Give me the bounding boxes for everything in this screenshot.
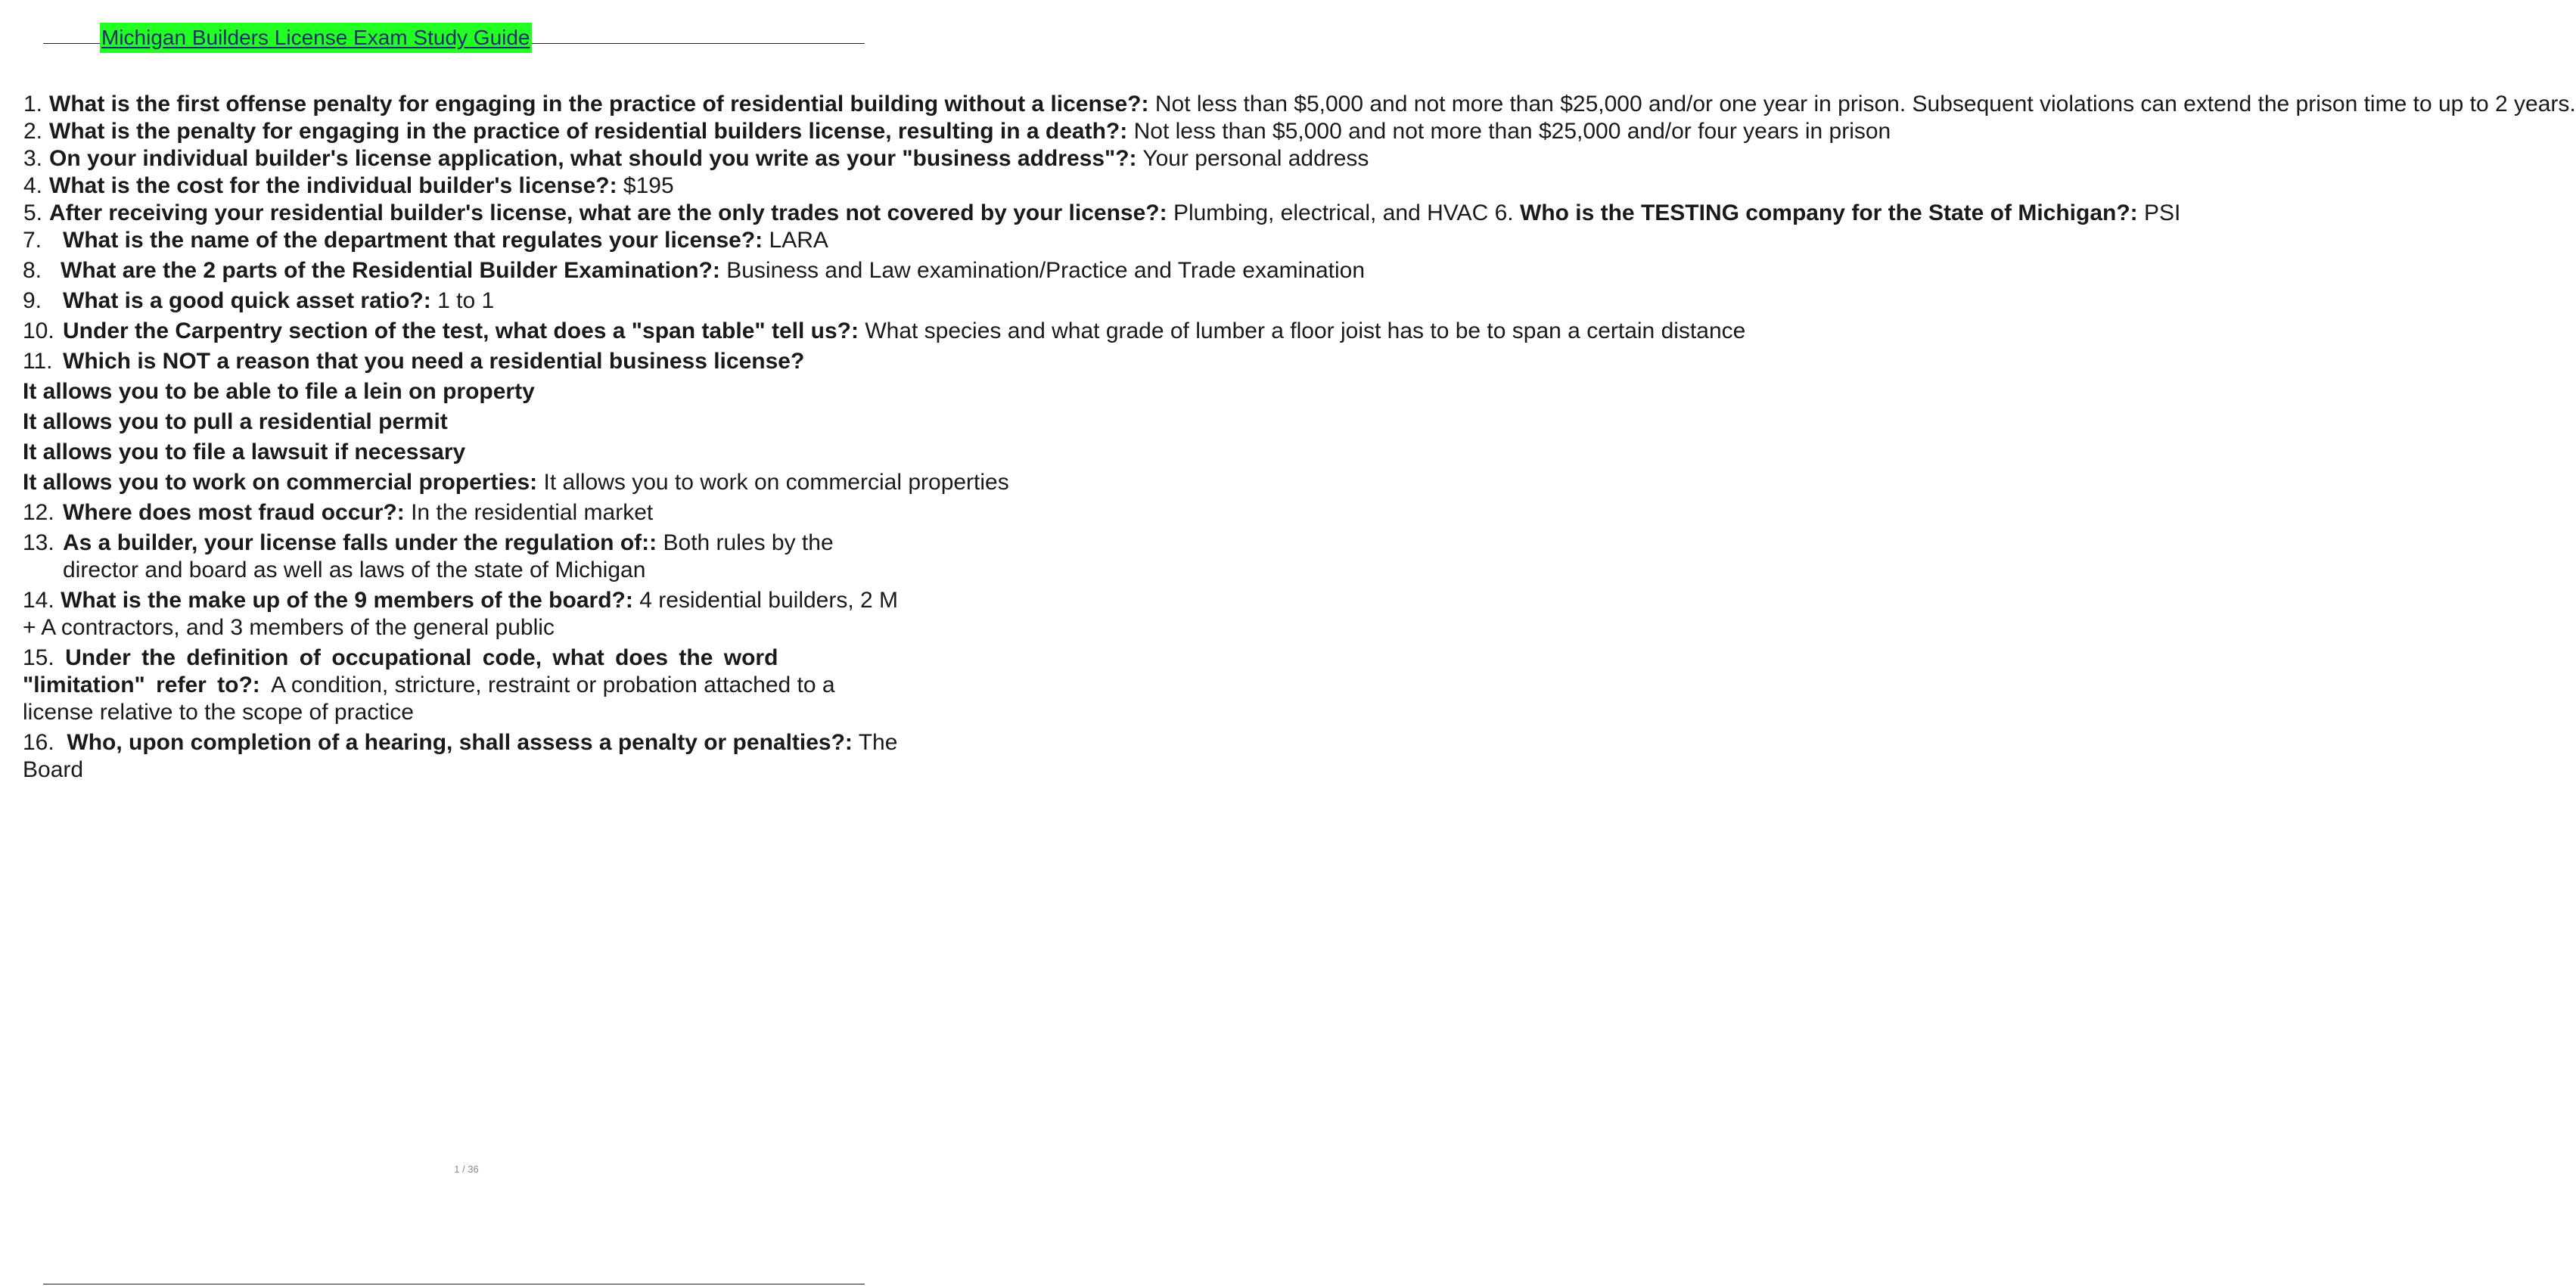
answer: $195: [623, 173, 674, 198]
question: What is the name of the department that regulates your license?:: [63, 228, 763, 253]
answer: Both rules by the director and board as well as laws of the state of Michigan: [63, 530, 834, 582]
item-number: 16.: [23, 730, 54, 755]
answer: In the residential market: [411, 500, 654, 525]
question: As a builder, your license falls under the regulation of::: [63, 530, 657, 555]
list-item: [23, 118, 1891, 145]
answer: The Board: [23, 730, 898, 782]
item-number: 15.: [23, 645, 54, 670]
answer: Your personal address: [1142, 146, 1369, 171]
question: What is the make up of the 9 members of the board?:: [61, 588, 633, 613]
question: What are the 2 parts of the Residential Builder Examination?:: [61, 258, 720, 283]
item-number: 2.: [23, 119, 42, 144]
option-text: It allows you to pull a residential permit: [23, 409, 448, 434]
option-text: It allows you to work on commercial properties:: [23, 470, 538, 495]
item-number: 11.: [23, 349, 53, 374]
item-number: 8.: [23, 258, 42, 283]
item-number: 4.: [23, 173, 42, 198]
question: What is the cost for the individual builder's license?:: [49, 173, 617, 198]
question: What is the penalty for engaging in the practice of residential builders license, resulting in a death?:: [49, 119, 1128, 144]
option-text: It allows you to be able to file a lein on property: [23, 379, 535, 404]
answer: Plumbing, electrical, and HVAC: [1173, 200, 1489, 225]
answer: It allows you to work on commercial properties: [543, 470, 1009, 495]
item-number: 6.: [1494, 200, 1514, 225]
item-number: 12.: [23, 500, 54, 525]
question: Under the definition of occupational code, what does the word "limitation" refer to?:: [23, 645, 778, 697]
answer: Not less than $5,000 and not more than $25,000 and/or one year in prison. Subsequent violations can extend the prison time to up to 2 years.: [1154, 92, 2576, 116]
question: What is a good quick asset ratio?:: [63, 288, 431, 313]
list-item: [23, 348, 912, 375]
answer: 4 residential builders, 2 M + A contractors, and 3 members of the general public: [23, 588, 899, 640]
list-item: [23, 530, 912, 584]
item-number: 10.: [23, 318, 54, 343]
option: [23, 439, 912, 466]
item-number: 5.: [23, 200, 42, 225]
question-list: [23, 91, 2576, 784]
item-number: 9.: [23, 288, 42, 313]
list-item: [23, 172, 912, 200]
question: After receiving your residential builder's license, what are the only trades not covered by your license?:: [49, 200, 1167, 225]
list-item: [23, 587, 908, 641]
answer: A condition, stricture, restraint or probation attached to a license relative to the scope of practice: [23, 673, 835, 725]
item-number: 7.: [23, 228, 42, 253]
option-text: It allows you to file a lawsuit if necessary: [23, 440, 466, 464]
item-number: 3.: [23, 146, 42, 171]
list-item: [23, 318, 1746, 345]
list-item: [23, 200, 2181, 227]
list-item: [23, 227, 912, 254]
answer: What species and what grade of lumber a floor joist has to be to span a certain distance: [865, 318, 1746, 343]
page-number: 1 / 36: [454, 1163, 479, 1175]
list-item: [23, 499, 912, 527]
option: [23, 469, 1009, 496]
item-number: 1.: [23, 92, 42, 116]
question: What is the first offense penalty for engaging in the practice of residential building without a license?:: [49, 92, 1149, 116]
question: Who, upon completion of a hearing, shall assess a penalty or penalties?:: [67, 730, 853, 755]
question: On your individual builder's license application, what should you write as your "business address"?:: [49, 146, 1137, 171]
list-item: [23, 145, 1369, 172]
list-item: [23, 287, 912, 315]
question: Under the Carpentry section of the test, what does a "span table" tell us?:: [63, 318, 859, 343]
answer: PSI: [2144, 200, 2181, 225]
list-item: [23, 91, 2576, 118]
question: Who is the TESTING company for the State of Michigan?:: [1519, 200, 2138, 225]
question: Where does most fraud occur?:: [63, 500, 405, 525]
option: [23, 408, 912, 436]
answer: LARA: [769, 228, 828, 253]
answer: Business and Law examination/Practice and Trade examination: [726, 258, 1366, 283]
list-item: [23, 645, 908, 726]
list-item: [23, 257, 1366, 284]
answer: Not less than $5,000 and not more than $25,000 and/or four years in prison: [1133, 119, 1891, 144]
answer: 1 to 1: [437, 288, 495, 313]
item-number: 13.: [23, 530, 54, 555]
question: Which is NOT a reason that you need a residential business license?: [63, 349, 805, 374]
page-title: Michigan Builders License Exam Study Guide: [100, 23, 532, 53]
item-number: 14.: [23, 588, 54, 613]
option: [23, 378, 912, 405]
list-item: [23, 729, 908, 784]
